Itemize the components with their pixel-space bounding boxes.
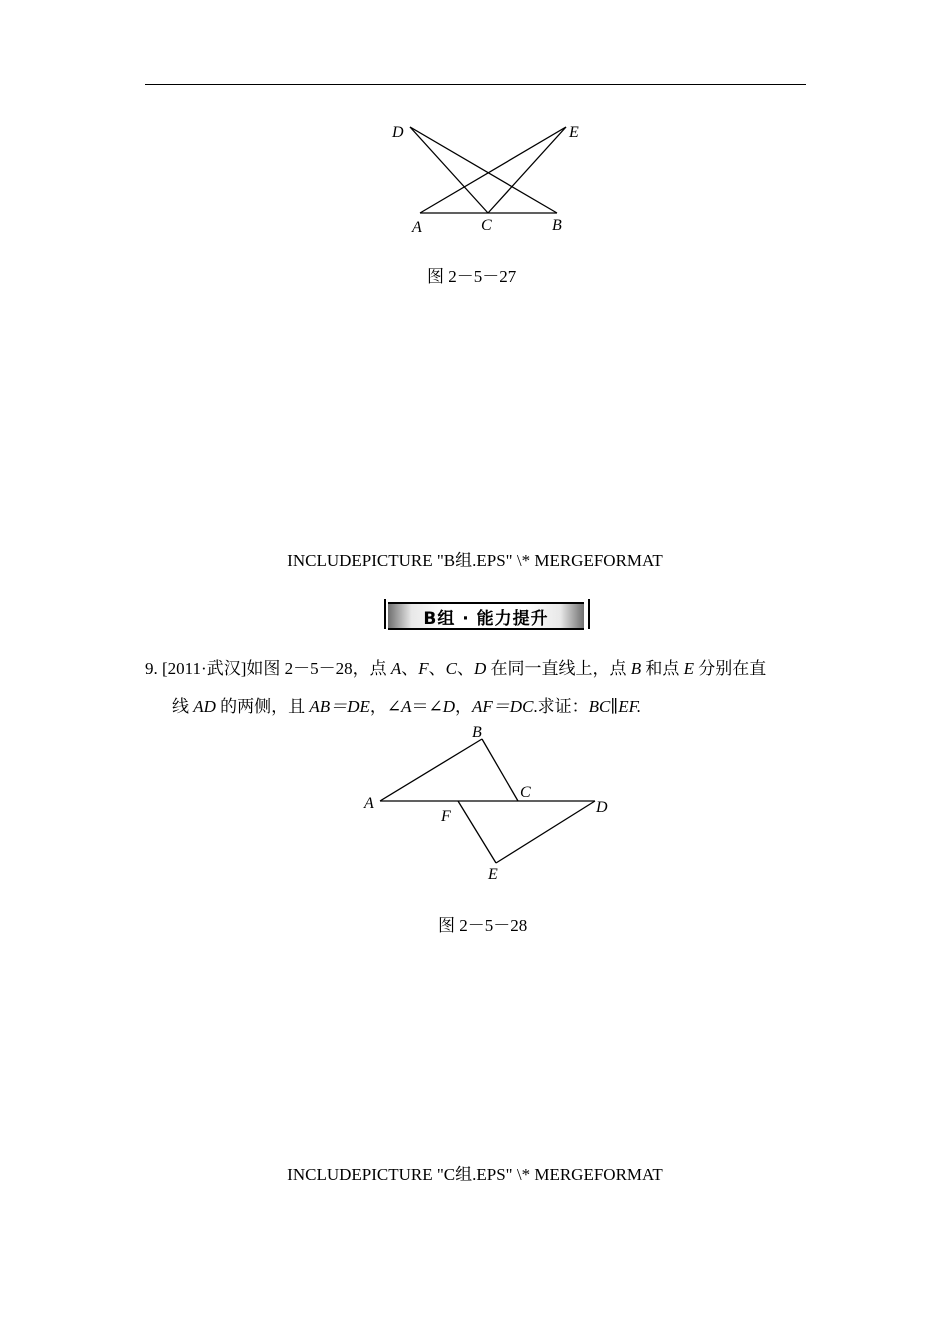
- separator: 、: [401, 659, 419, 678]
- banner-left-cap: [384, 599, 386, 629]
- segment-ED: [496, 801, 595, 863]
- point-label-A: A: [364, 795, 374, 812]
- problem-text: 分别在直: [694, 659, 767, 678]
- point-label-D: D: [596, 799, 608, 816]
- given-af-dc: AF＝DC: [472, 697, 534, 716]
- problem-text: 如图 2－5－28，点: [246, 659, 391, 678]
- given-ab-de: AB＝DE: [309, 697, 370, 716]
- point-F: F: [418, 659, 429, 678]
- point-label-B: B: [472, 724, 482, 741]
- point-D: D: [473, 659, 487, 678]
- banner-bar: [388, 602, 584, 630]
- figure-2-5-27: [380, 115, 590, 240]
- problem-text: .求证：: [533, 697, 589, 716]
- field-code-b: INCLUDEPICTURE "B组.EPS" \* MERGEFORMAT: [287, 551, 663, 570]
- problem-text: 和点: [641, 659, 684, 678]
- banner-right-cap: [588, 599, 590, 629]
- problem-text: 线: [172, 697, 194, 716]
- figure-caption-27: 图 2－5－27: [427, 267, 517, 286]
- point-label-E: E: [488, 866, 498, 883]
- problem-text: 的两侧，且: [215, 697, 310, 716]
- problem-text: ＝∠: [411, 697, 443, 716]
- segment-BC: [482, 739, 518, 801]
- separator: 、: [456, 659, 474, 678]
- figure-caption-28: 图 2－5－28: [438, 916, 528, 935]
- problem-text: ，∠: [369, 697, 402, 716]
- point-C: C: [445, 659, 457, 678]
- point-label-A: A: [412, 219, 422, 236]
- conclusion: BC∥EF.: [588, 697, 642, 716]
- problem-text: ，: [455, 697, 473, 716]
- problem-text: 在同一直线上，点: [486, 659, 631, 678]
- segment-DC: [410, 127, 488, 213]
- segment-DB: [410, 127, 557, 213]
- segment-AB: [380, 739, 482, 801]
- problem-9-line-2: [172, 692, 641, 717]
- problem-source: [2011·武汉]: [162, 659, 247, 678]
- header-rule: [145, 84, 806, 85]
- banner-title: B组 · 能力提升: [423, 608, 549, 629]
- point-A: A: [390, 659, 402, 678]
- angle-A: A: [401, 697, 412, 716]
- separator: 、: [428, 659, 446, 678]
- field-code-c: INCLUDEPICTURE "C组.EPS" \* MERGEFORMAT: [287, 1165, 663, 1184]
- point-B: B: [630, 659, 642, 678]
- figure-2-5-28: [355, 715, 620, 890]
- point-label-C: C: [481, 217, 492, 234]
- angle-D: D: [442, 697, 456, 716]
- problem-number: 9.: [145, 659, 162, 678]
- point-label-E: E: [569, 124, 579, 141]
- segment-AD: AD: [193, 697, 216, 716]
- point-label-D: D: [392, 124, 404, 141]
- point-label-B: B: [552, 217, 562, 234]
- point-E: E: [683, 659, 695, 678]
- point-label-C: C: [520, 784, 531, 801]
- segment-EA: [420, 127, 566, 213]
- segment-EC: [488, 127, 566, 213]
- problem-9-line-1: [145, 654, 766, 679]
- point-label-F: F: [441, 808, 451, 825]
- section-banner: [384, 598, 590, 632]
- segment-FE: [458, 801, 496, 863]
